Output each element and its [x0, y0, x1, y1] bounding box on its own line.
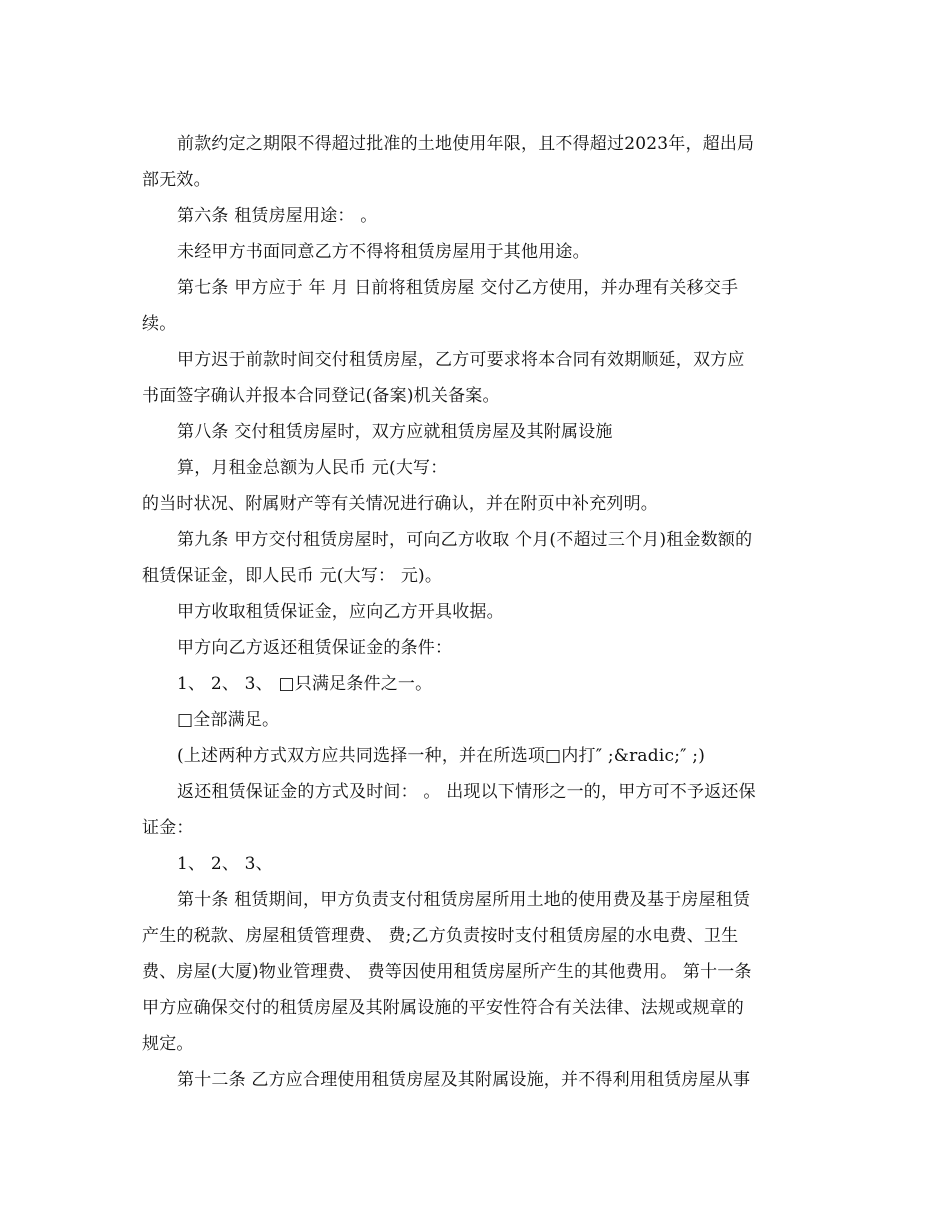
- text-line: (上述两种方式双方应共同选择一种，并在所选项□内打″ ;&radic;″ ;): [177, 746, 706, 766]
- text-line: 甲方向乙方返还租赁保证金的条件：: [177, 638, 453, 658]
- text-line: 的当时状况、附属财产等有关情况进行确认，并在附页中补充列明。: [142, 494, 658, 514]
- text-line: 书面签字确认并报本合同登记(备案)机关备案。: [142, 386, 500, 406]
- text-line: 甲方应确保交付的租赁房屋及其附属设施的平安性符合有关法律、法规或规章的: [142, 998, 744, 1018]
- text-line: □全部满足。: [177, 710, 280, 730]
- text-line: 续。: [142, 314, 177, 334]
- text-line: 产生的税款、房屋租赁管理费、 费;乙方负责按时支付租赁房屋的水电费、卫生: [142, 926, 739, 946]
- text-line: 第六条 租赁房屋用途： 。: [177, 206, 378, 226]
- text-line: 1、 2、 3、 □只满足条件之一。: [177, 674, 433, 694]
- text-line: 1、 2、 3、: [177, 854, 273, 874]
- text-line: 部无效。: [142, 170, 211, 190]
- text-line: 第九条 甲方交付租赁房屋时，可向乙方收取 个月(不超过三个月)租金数额的: [177, 530, 753, 550]
- text-line: 甲方收取租赁保证金，应向乙方开具收据。: [177, 602, 504, 622]
- text-line: 第八条 交付租赁房屋时，双方应就租赁房屋及其附属设施: [177, 422, 613, 442]
- text-line: 甲方迟于前款时间交付租赁房屋，乙方可要求将本合同有效期顺延，双方应: [177, 350, 745, 370]
- text-line: 规定。: [142, 1034, 194, 1054]
- text-line: 前款约定之期限不得超过批准的土地使用年限，且不得超过2023年，超出局: [177, 134, 755, 154]
- text-line: 第七条 甲方应于 年 月 日前将租赁房屋 交付乙方使用，并办理有关移交手: [177, 278, 739, 298]
- text-line: 算，月租金总额为人民币 元(大写：: [177, 458, 448, 478]
- text-line: 费、房屋(大厦)物业管理费、 费等因使用租赁房屋所产生的其他费用。 第十一条: [142, 962, 752, 982]
- text-line: 第十条 租赁期间，甲方负责支付租赁房屋所用土地的使用费及基于房屋租赁: [177, 890, 751, 910]
- text-line: 第十二条 乙方应合理使用租赁房屋及其附属设施，并不得利用租赁房屋从事: [177, 1070, 751, 1090]
- document-body: [142, 126, 807, 1098]
- text-line: 租赁保证金，即人民币 元(大写： 元)。: [142, 566, 443, 586]
- text-line: 未经甲方书面同意乙方不得将租赁房屋用于其他用途。: [177, 242, 590, 262]
- text-line: 返还租赁保证金的方式及时间： 。 出现以下情形之一的，甲方可不予返还保: [177, 782, 756, 802]
- text-line: 证金：: [142, 818, 194, 838]
